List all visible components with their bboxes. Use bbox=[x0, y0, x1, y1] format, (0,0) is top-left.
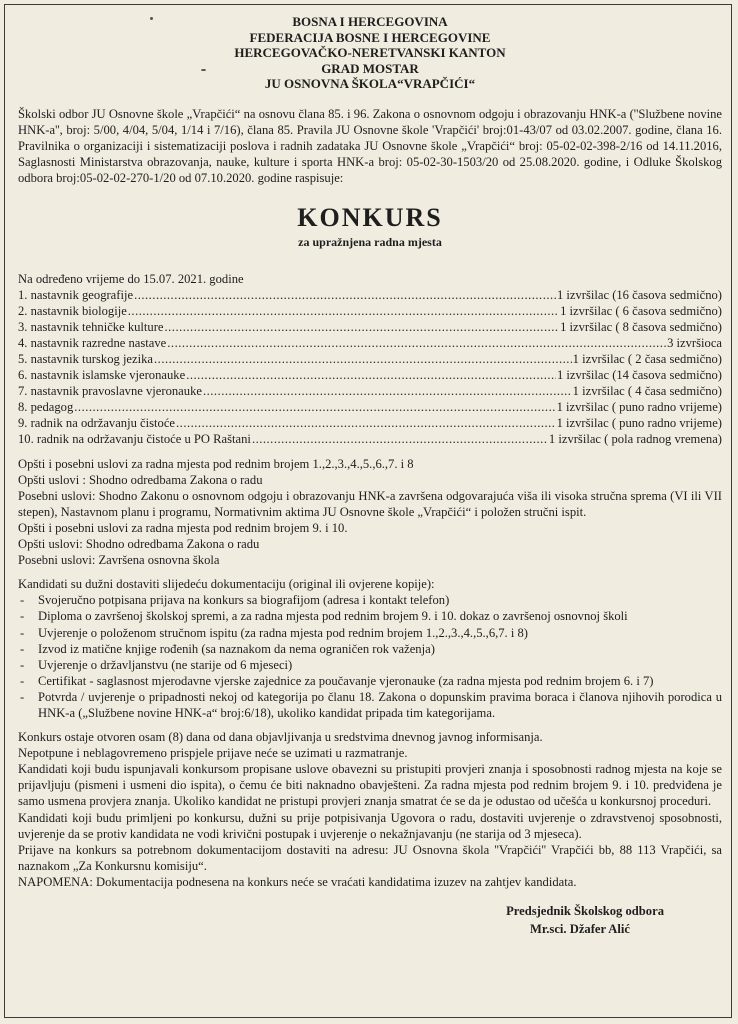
position-row bbox=[18, 287, 722, 303]
conditions-line: Opšti uslovi: Shodno odredbama Zakona o radu bbox=[18, 537, 260, 552]
position-row bbox=[18, 399, 722, 415]
deadline-line: Na određeno vrijeme do 15.07. 2021. godine bbox=[18, 271, 244, 286]
signature-role: Predsjednik Školskog odbora bbox=[506, 904, 664, 918]
header-line: GRAD MOSTAR bbox=[321, 60, 419, 76]
intro-paragraph: Školski odbor JU Osnovne škole „Vrapčići“ na osnovu člana 85. i 96. Zakona o osnovnom odgoju i obrazovanju HNK-a (''Službene novine HNK-a'', broj: 5/00, 4/04, 5/04, 1/14 i 7/16), člana 85. Pravila JU Osnovne škole 'Vrapčići' broj:01-43/07 od 03.02.2007. godine, člana 16. Pravilnika o organizaciji i sistematizaciji poslova i radnih zadataka JU Osnovne škole „Vrapčići“ broj: 05-02-02-398-2/16 od 14.11.2016, Saglasnosti Ministarstva obrazovanja, nauke, kulture i sporta HNK-a broj: 05-02-30-1503/20 od 25.08.2020. godine, i Odluke Školskog odbora broj:05-02-02-270-1/20 od 07.10.2020. godine raspisuje: bbox=[18, 106, 722, 186]
closing-paragraph: Nepotpune i neblagovremeno prispjele prijave neće se uzimati u razmatranje. bbox=[18, 746, 408, 761]
document-item: - Potvrda / uvjerenje o pripadnosti nekoj od kategorija po članu 18. Zakona o dopunskim pravima boraca i članova njihovih porodica u HNK-a („Službene novine HNK-a“ broj:6/18), ukoliko kandidat pripada tim kategorijama. bbox=[18, 689, 722, 721]
position-row bbox=[18, 303, 722, 319]
closing-paragraph: Prijave na konkurs sa potrebnom dokumentacijom dostaviti na adresu: JU Osnovna škola ''Vrapčići'' Vrapčići bb, 88 113 Vrapčići, sa naznakom „Za Konkursnu komisiju“. bbox=[18, 842, 722, 873]
position-label: 9. radnik na održavanju čistoće bbox=[18, 416, 176, 431]
closing-paragraph: Kandidati koji budu primljeni po konkursu, dužni su prije potpisivanja Ugovora o radu, dostaviti uvjerenje o zdravstvenoj sposobnosti, uvjerenje da se protiv kandidata ne vodi krivični postupak i uvjerenje o nekažnjavanju (ne starija od 3 mjeseca). bbox=[18, 810, 722, 841]
signature-block bbox=[18, 902, 722, 938]
document-item: - Uvjerenje o državljanstvu (ne starije od 6 mjeseci) bbox=[18, 657, 722, 673]
leader-dots bbox=[74, 399, 555, 415]
position-label: 5. nastavnik turskog jezika bbox=[18, 352, 154, 366]
closing-section bbox=[18, 729, 722, 890]
document-item: - Izvod iz matične knjige rođenih (sa naznakom da nema ograničen rok važenja) bbox=[18, 641, 722, 657]
position-value: 1 izvršilac ( 8 časova sedmično) bbox=[560, 319, 722, 334]
conditions-line: Opšti i posebni uslovi za radna mjesta pod rednim brojem 9. i 10. bbox=[18, 520, 348, 535]
conditions-line: Posebni uslovi: Završena osnovna škola bbox=[18, 553, 220, 568]
document-item: - Uvjerenje o položenom stručnom ispitu (za radna mjesta pod rednim brojem 1.,2.,3.,4.,5.,6,7. i 8) bbox=[18, 625, 722, 641]
position-row bbox=[18, 415, 722, 431]
document-item: - Svojeručno potpisana prijava na konkurs sa biografijom (adresa i kontakt telefon) bbox=[18, 592, 722, 608]
position-value: 1 izvršilac (14 časova sedmično) bbox=[556, 368, 722, 383]
position-label: 10. radnik na održavanju čistoće u PO Raštani bbox=[18, 432, 251, 447]
leader-dots bbox=[154, 351, 572, 367]
documents-list bbox=[18, 592, 722, 721]
position-value: 1 izvršilac ( puno radno vrijeme) bbox=[556, 416, 722, 431]
position-value: 1 izvršilac ( puno radno vrijeme) bbox=[556, 400, 722, 415]
document-item: - Certifikat - saglasnost mjerodavne vjerske zajednice za poučavanje vjeronauke (za radna mjesta pod rednim brojem 6. i 7) bbox=[18, 673, 722, 689]
position-row bbox=[18, 431, 722, 447]
header-line: FEDERACIJA BOSNE I HERCEGOVINE bbox=[249, 29, 491, 45]
position-label: 3. nastavnik tehničke kulture bbox=[18, 319, 164, 334]
conditions-line: Opšti i posebni uslovi za radna mjesta pod rednim brojem 1.,2.,3.,4.,5.,6.,7. i 8 bbox=[18, 456, 414, 471]
position-label: 7. nastavnik pravoslavne vjeronauke bbox=[18, 384, 202, 399]
announcement-document bbox=[18, 14, 722, 938]
position-value: 1 izvršilac ( 4 časa sedmično) bbox=[572, 384, 722, 399]
document-subtitle: za upražnjena radna mjesta bbox=[298, 235, 442, 250]
position-label: 8. pedagog bbox=[18, 400, 74, 415]
header-line: JU OSNOVNA ŠKOLA“VRAPČIĆI“ bbox=[264, 76, 476, 92]
position-row bbox=[18, 335, 722, 351]
conditions-line: Posebni uslovi: Shodno Zakonu o osnovnom odgoju i obrazovanju HNK-a završena odgovarajuća viša ili visoka stručna sprema (VI ili VII stepen), Nastavnom planu i programu, Normativnim aktima JU Osnovne škole „Vrapčići“ i položen stručni ispit. bbox=[18, 488, 722, 519]
leader-dots bbox=[203, 383, 572, 399]
closing-paragraph: NAPOMENA: Dokumentacija podnesena na konkurs neće se vraćati kandidatima izuzev na zahtjev kandidata. bbox=[18, 874, 577, 889]
leader-dots bbox=[176, 415, 556, 431]
closing-paragraph: Konkurs ostaje otvoren osam (8) dana od dana objavljivanja u sredstvima dnevnog javnog informisanja. bbox=[18, 730, 543, 745]
documents-section bbox=[18, 576, 722, 721]
header-line: HERCEGOVAČKO-NERETVANSKI KANTON bbox=[234, 45, 506, 61]
documents-intro: Kandidati su dužni dostaviti slijedeću dokumentaciju (original ili ovjerene kopije): bbox=[18, 577, 435, 592]
position-label: 6. nastavnik islamske vjeronauke bbox=[18, 368, 186, 383]
leader-dots bbox=[128, 303, 559, 319]
position-label: 1. nastavnik geografije bbox=[18, 287, 134, 302]
position-value: 1 izvršilac ( 2 časa sedmično) bbox=[572, 352, 722, 366]
positions-list bbox=[18, 287, 722, 448]
institution-header bbox=[18, 14, 722, 92]
conditions-section bbox=[18, 456, 722, 569]
position-label: 2. nastavnik biologije bbox=[18, 303, 127, 318]
header-line: BOSNA I HERCEGOVINA bbox=[292, 14, 448, 29]
position-row bbox=[18, 319, 722, 335]
leader-dots bbox=[167, 335, 666, 351]
document-title: KONKURS bbox=[297, 203, 443, 233]
position-value: 1 izvršilac (16 časova sedmično) bbox=[556, 287, 722, 302]
position-value: 1 izvršilac ( pola radnog vremena) bbox=[548, 432, 722, 447]
leader-dots bbox=[252, 431, 548, 447]
leader-dots bbox=[186, 367, 556, 383]
leader-dots bbox=[134, 287, 556, 303]
position-row bbox=[18, 383, 722, 399]
closing-paragraph: Kandidati koji budu ispunjavali konkursom propisane uslove obavezni su pristupiti provjeri znanja i sposobnosti radnog mjesta na koje se prijavljuju (pismeni i usmeni dio ispita), o čemu će biti naknadno obavješteni. Za radna mjesta pod rednim brojem 9. i 10. predviđena je samo usmena provjera znanja. Ukoliko kandidat ne pristupi provjeri znanja smatrat će se da je odustao od učešća u konkursnoj proceduri. bbox=[18, 762, 722, 809]
signature-name: Mr.sci. Džafer Alić bbox=[529, 922, 630, 936]
document-item: - Diploma o završenoj školskoj spremi, a za radna mjesta pod rednim brojem 9. i 10. dokaz o završenoj osnovnoj školi bbox=[18, 608, 722, 624]
leader-dots bbox=[165, 319, 560, 335]
conditions-line: Opšti uslovi : Shodno odredbama Zakona o radu bbox=[18, 472, 263, 487]
position-label: 4. nastavnik razredne nastave bbox=[18, 335, 167, 350]
position-row bbox=[18, 351, 722, 367]
position-row bbox=[18, 367, 722, 383]
position-value: 1 izvršilac ( 6 časova sedmično) bbox=[560, 303, 722, 318]
position-value: 3 izvršioca bbox=[667, 335, 722, 350]
